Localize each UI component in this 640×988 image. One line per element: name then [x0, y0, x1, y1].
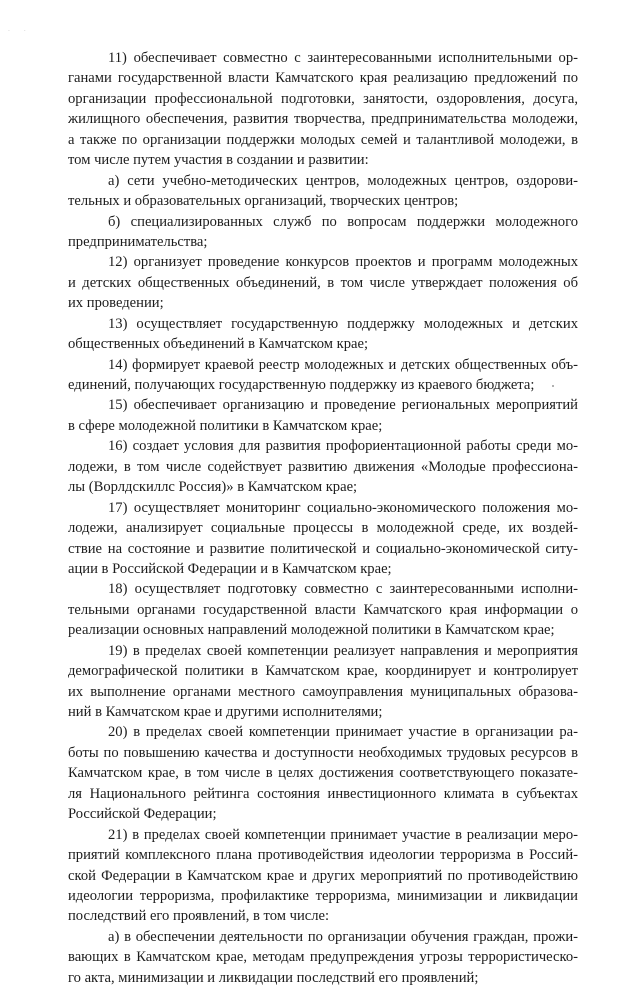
text-line: ской Федерации в Камчатском крае и других мероприятий по противодействию	[68, 867, 578, 884]
text-line: предпринимательства;	[68, 233, 208, 250]
paragraph-item-11-a	[68, 171, 578, 212]
text-line: последствий его проявлений, в том числе:	[68, 908, 330, 925]
text-line: ствие на состояние и развитие политической и социально-экономической ситу-	[68, 540, 578, 557]
text-line: в сфере молодежной политики в Камчатском крае;	[68, 417, 383, 434]
paragraph-item-13	[68, 314, 578, 355]
text-line: ации в Российской Федерации и в Камчатском крае;	[68, 560, 392, 577]
text-line: лы (Ворлдскиллс Россия)» в Камчатском крае;	[68, 479, 358, 496]
text-line: и детских общественных объединений, в том числе утверждает положения об	[68, 274, 578, 291]
text-line: их выполнение органами местного самоуправления муниципальных образова-	[68, 683, 578, 700]
text-line: а также по организации поддержки молодых семей и талантливой молодежи, в	[68, 131, 578, 148]
text-line: ний в Камчатском крае и другими исполнителями;	[68, 704, 383, 720]
text-line: 18) осуществляет подготовку совместно с заинтересованными исполни-	[108, 581, 578, 598]
text-line: 20) в пределах своей компетенции принимает участие в организации ра-	[108, 724, 578, 741]
paragraph-item-11	[68, 48, 578, 171]
text-line: реализации основных направлений молодежной политики в Камчатском крае;	[68, 622, 555, 639]
paragraph-item-19	[68, 641, 578, 723]
text-line: ганами государственной власти Камчатского края реализацию предложений по	[68, 70, 578, 87]
text-line: лодежи, анализирует социальные процессы в молодежной среде, их воздей-	[68, 520, 578, 537]
text-line: общественных объединений в Камчатском крае;	[68, 336, 369, 353]
text-line: 19) в пределах своей компетенции реализует направления и мероприятия	[108, 642, 578, 659]
paragraph-item-14	[68, 355, 578, 396]
paragraph-item-18	[68, 579, 578, 640]
text-line: идеологии терроризма, профилактике терроризма, минимизации и ликвидации	[68, 887, 578, 904]
text-line: тельных и образовательных организаций, творческих центров;	[68, 193, 459, 210]
text-line: том числе путем участия в создании и развитии:	[68, 152, 369, 169]
text-line: б) специализированных служб по вопросам поддержки молодежного	[108, 213, 578, 230]
text-line: вающих в Камчатском крае, методам предупреждения угрозы террористическо-	[68, 949, 578, 966]
paragraph-item-12	[68, 252, 578, 313]
paragraph-item-15	[68, 395, 578, 436]
paragraph-item-16	[68, 436, 578, 497]
text-line: тельными органами государственной власти Камчатского края информации о	[68, 601, 578, 618]
text-line: а) в обеспечении деятельности по организации обучения граждан, прожи-	[108, 928, 578, 945]
text-line: Камчатском крае, в том числе в целях достижения соответствующего показате-	[68, 765, 578, 782]
paragraph-item-21	[68, 825, 578, 927]
text-line: ля Национального рейтинга состояния инвестиционного климата в субъектах	[68, 785, 578, 802]
text-line: организации профессиональной подготовки, занятости, оздоровления, досуга,	[68, 90, 578, 107]
paragraph-item-21-a	[68, 927, 578, 988]
text-line: 13) осуществляет государственную поддержку молодежных и детских	[108, 315, 578, 332]
text-line: единений, получающих государственную поддержку из краевого бюджета;	[68, 377, 535, 393]
text-line: 14) формирует краевой реестр молодежных и детских общественных объ-	[108, 356, 578, 373]
text-line: боты по повышению качества и доступности необходимых трудовых ресурсов в	[68, 744, 578, 761]
document-body	[68, 48, 578, 988]
text-line: го акта, минимизации и ликвидации последствий его проявлений;	[68, 969, 479, 986]
paragraph-item-11-b	[68, 212, 578, 253]
text-line: 12) организует проведение конкурсов проектов и программ молодежных	[108, 254, 578, 271]
paragraph-item-17	[68, 498, 578, 580]
text-line: их проведении;	[68, 295, 164, 312]
scan-specks: · ·	[8, 28, 32, 35]
text-line: жилищного обеспечения, развития творчества, предпринимательства молодежи,	[68, 111, 578, 128]
text-line: Российской Федерации;	[68, 806, 217, 823]
text-line: 15) обеспечивает организацию и проведение региональных мероприятий	[108, 397, 578, 414]
text-line: а) сети учебно-методических центров, молодежных центров, оздорови-	[108, 172, 578, 189]
text-line: 11) обеспечивает совместно с заинтересованными исполнительными ор-	[108, 50, 578, 66]
text-line: лодежи, в том числе содействует развитию движения «Молодые профессиона-	[68, 458, 578, 475]
text-line: демографической политики в Камчатском крае, координирует и контролирует	[68, 663, 578, 680]
paragraph-item-20	[68, 722, 578, 824]
text-line: 17) осуществляет мониторинг социально-экономического положения мо-	[108, 499, 578, 516]
text-line: приятий комплексного плана противодействия идеологии терроризма в Россий-	[68, 847, 578, 864]
text-line: 16) создает условия для развития профориентационной работы среди мо-	[108, 438, 578, 455]
text-line: 21) в пределах своей компетенции принимает участие в реализации меро-	[108, 826, 578, 843]
